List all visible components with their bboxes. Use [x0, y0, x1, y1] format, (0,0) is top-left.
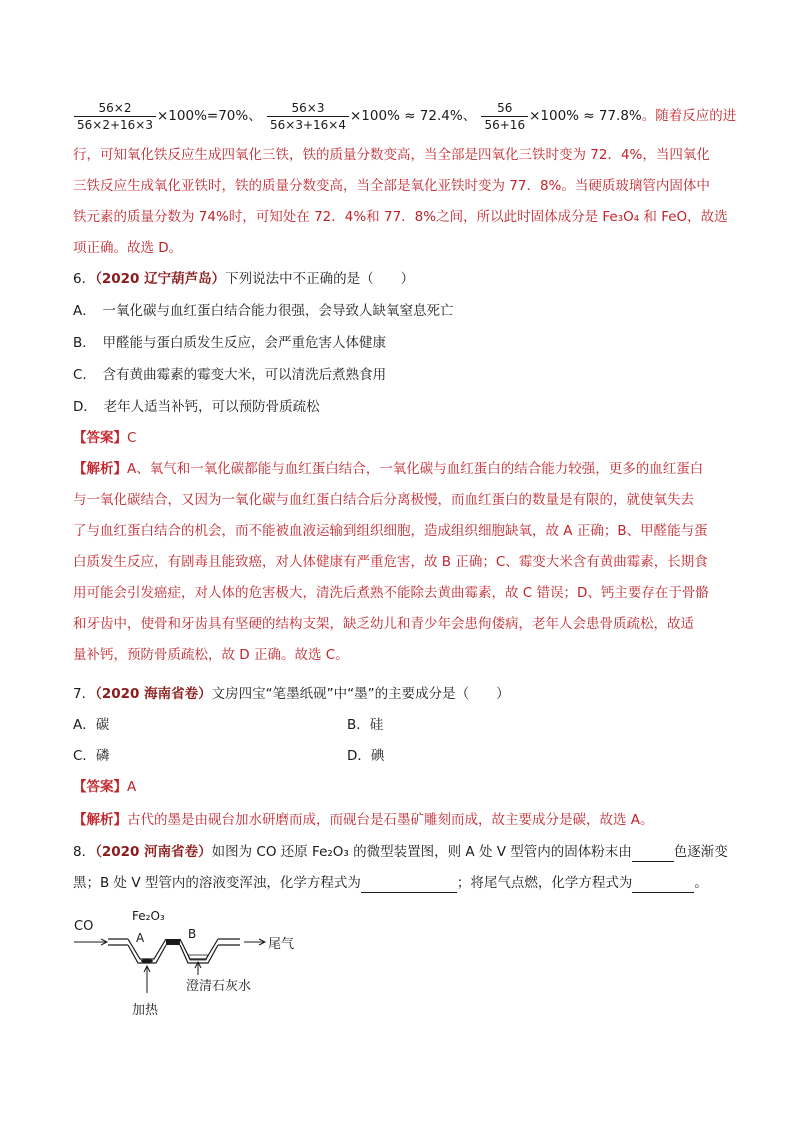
q6-analysis-line-7: 量补钙，预防骨质疏松，故 D 正确。故选 C。: [73, 647, 349, 663]
question-text: 如图为 CO 还原 Fe₂O₃ 的微型装置图，则 A 处 V 型管内的固体粉末由: [211, 844, 632, 860]
answer-blank[interactable]: [632, 878, 694, 893]
q6-option-c: C． 含有黄曲霉素的霉变大米，可以清洗后煮熟食用: [73, 367, 387, 383]
question-8-stem-line-2: [73, 873, 708, 893]
q7-analysis: [73, 810, 654, 830]
point-a-label: A: [136, 931, 145, 945]
q7-option-a: A．碳: [73, 717, 110, 733]
fraction-1: [74, 100, 156, 133]
fe2o3-label: Fe₂O₃: [132, 909, 165, 923]
answer-blank[interactable]: [632, 847, 674, 862]
analysis-tag: 【解析】: [73, 812, 127, 828]
q5-analysis-line-2: 行，可知氧化铁反应生成四氧化三铁，铁的质量分数变高，当全部是四氧化三铁时变为 72．4%，当四氧化: [73, 147, 710, 163]
fraction-3-tail: ×100% ≈ 77.8%: [529, 108, 642, 124]
q6-option-d: D． 老年人适当补钙，可以预防骨质疏松: [73, 399, 320, 415]
tail-gas-label: 尾气: [268, 937, 295, 952]
answer-tag: 【答案】: [73, 430, 127, 446]
q6-analysis-line-6: 和牙齿中，使骨和牙齿具有坚硬的结构支架，缺乏幼儿和青少年会患佝偻病，老年人会患骨质疏松，故适: [73, 616, 694, 632]
question-number: 7．: [73, 686, 96, 702]
separator: 、: [462, 108, 477, 124]
fraction-2-numerator: 56×3: [267, 100, 349, 117]
question-text: 黑；B 处 V 型管内的溶液变浑浊，化学方程式为: [73, 875, 361, 891]
q7-option-b: B．硅: [347, 717, 384, 733]
fraction-1-numerator: 56×2: [74, 100, 156, 117]
question-text: 。: [694, 875, 708, 891]
question-text: 下列说法中不正确的是（ ）: [225, 271, 415, 287]
analysis-tag: 【解析】: [73, 461, 127, 477]
q6-analysis-line-2: 与一氧化碳结合，又因为一氧化碳与血红蛋白结合后分离极慢，而血红蛋白的数量是有限的，就使氧失去: [73, 492, 694, 508]
fraction-2: [267, 100, 349, 133]
limewater-label: 澄清石灰水: [186, 979, 252, 994]
q5-analysis-line-5: 项正确。故选 D。: [73, 240, 183, 256]
fraction-2-tail: ×100% ≈ 72.4%: [350, 108, 463, 124]
fraction-1-denominator: 56×2+16×3: [77, 117, 153, 132]
question-text: ；将尾气点燃，化学方程式为: [456, 875, 633, 891]
answer-tag: 【答案】: [73, 779, 127, 795]
question-text: 文房四宝“笔墨纸砚”中“墨”的主要成分是（ ）: [211, 686, 510, 702]
q6-analysis-line-5: 用可能会引发癌症，对人体的危害极大，清洗后煮熟不能除去黄曲霉素，故 C 错误；D、钙主要存在于骨骼: [73, 585, 709, 601]
question-number: 6．: [73, 271, 96, 287]
q6-answer: [73, 428, 136, 448]
fraction-2-denominator: 56×3+16×4: [270, 117, 346, 132]
question-source: （2020 辽宁葫芦岛）: [95, 271, 226, 287]
q7-answer: [73, 777, 136, 797]
q5-analysis-line-3: 三铁反应生成氧化亚铁时，铁的质量分数变高，当全部是氧化亚铁时变为 77．8%。当硬质玻璃管内固体中: [73, 178, 710, 194]
analysis-text: A、氧气和一氧化碳都能与血红蛋白结合，一氧化碳与血红蛋白的结合能力较强，更多的血红蛋白: [127, 461, 704, 477]
answer-value: A: [127, 779, 137, 795]
heat-label: 加热: [132, 1003, 159, 1018]
q6-analysis-line-1: [73, 459, 703, 479]
question-source: （2020 海南省卷）: [95, 686, 212, 702]
q6-analysis-line-4: 白质发生反应，有剧毒且能致癌，对人体健康有严重危害，故 B 正确；C、霉变大米含有黄曲霉素，长期食: [73, 554, 708, 570]
q7-option-c: C．磷: [73, 748, 110, 764]
question-6-stem: [73, 269, 414, 289]
answer-blank[interactable]: [361, 878, 457, 893]
q6-option-a: A． 一氧化碳与血红蛋白结合能力很强，会导致人缺氧窒息死亡: [73, 303, 454, 319]
question-source: （2020 河南省卷）: [95, 844, 212, 860]
fraction-3-denominator: 56+16: [484, 117, 526, 132]
separator: 、: [248, 108, 262, 124]
q7-option-d: D．碘: [347, 748, 385, 764]
apparatus-drawing: [70, 905, 310, 1025]
question-7-stem: [73, 684, 510, 704]
answer-value: C: [127, 430, 137, 446]
fraction-1-tail: ×100%=70%: [156, 108, 249, 124]
formula-line: [73, 96, 736, 136]
point-b-label: B: [188, 927, 197, 941]
fraction-3: [481, 100, 528, 133]
analysis-text: 古代的墨是由砚台加水研磨而成，而砚台是石墨矿雕刻而成，故主要成分是碳，故选 A。: [127, 812, 654, 828]
apparatus-diagram: [70, 905, 310, 1025]
q5-analysis-line-4: 铁元素的质量分数为 74%时，可知处在 72．4%和 77．8%之间，所以此时固体成分是 Fe₃O₄ 和 FeO，故选: [73, 209, 728, 225]
question-8-stem-line-1: [73, 842, 728, 862]
question-text: 色逐渐变: [673, 844, 728, 860]
fraction-3-numerator: 56: [481, 100, 528, 117]
formula-after-text: 。随着反应的进: [641, 108, 737, 124]
q6-option-b: B． 甲醛能与蛋白质发生反应，会严重危害人体健康: [73, 335, 387, 351]
question-number: 8．: [73, 844, 96, 860]
q6-analysis-line-3: 了与血红蛋白结合的机会，而不能被血液运输到组织细胞，造成组织细胞缺氧，故 A 正确；B、甲醛能与蛋: [73, 523, 708, 539]
co-label: CO: [74, 919, 94, 934]
